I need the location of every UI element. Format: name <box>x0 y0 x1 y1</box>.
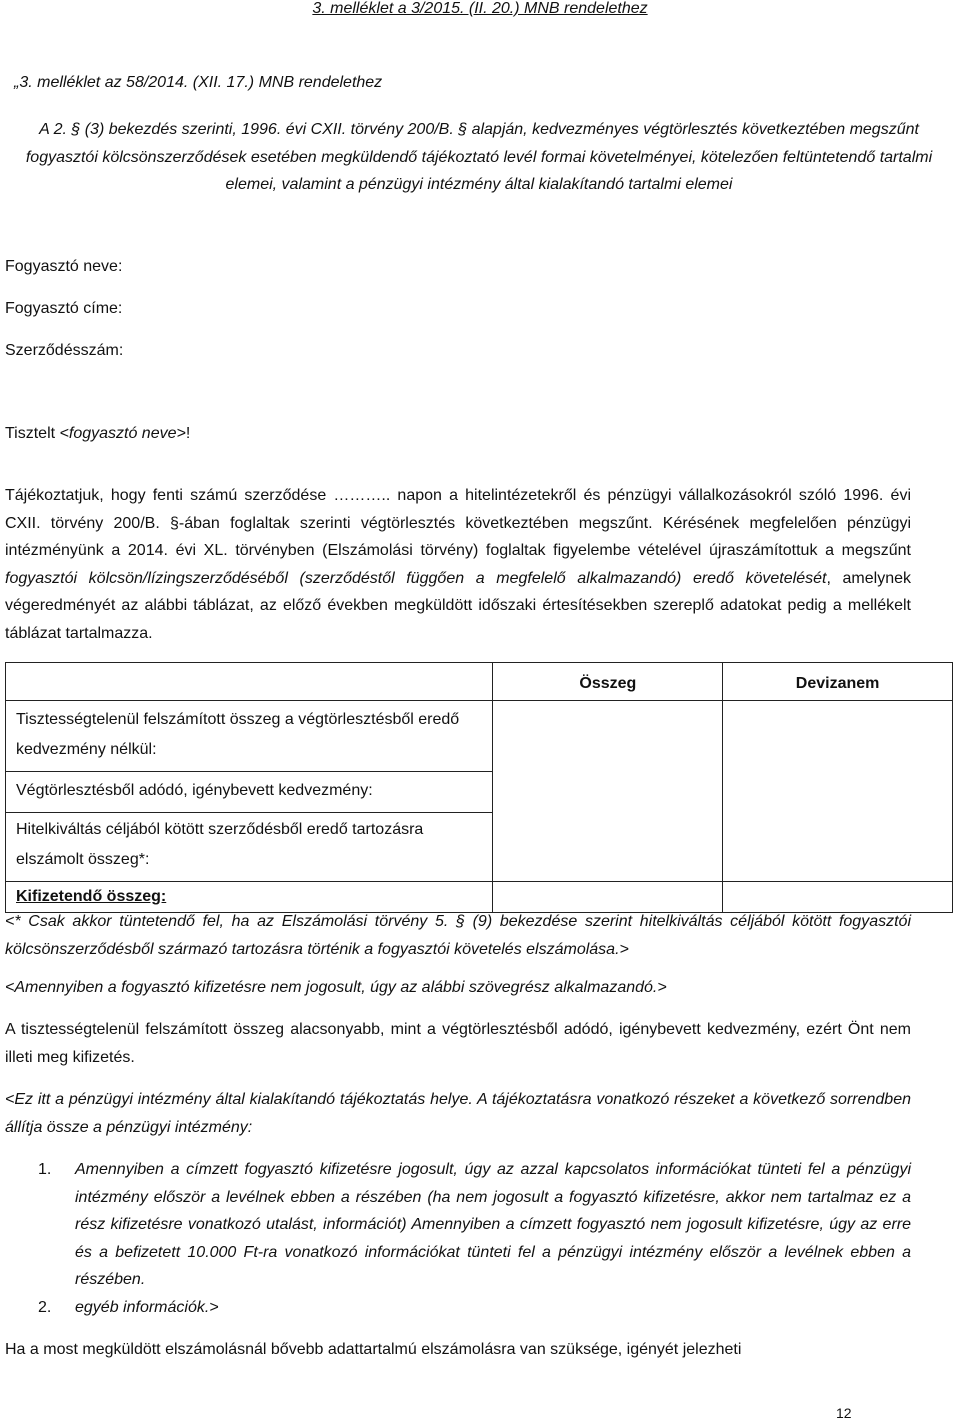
greeting-prefix: Tisztelt <box>5 425 60 442</box>
closing-paragraph: Ha a most megküldött elszámolásnál bővebb adattartalmú elszámolásra van szüksége, igényét jelezheti <box>5 1341 742 1358</box>
greeting <box>5 425 190 443</box>
info-list-item-1 <box>38 1156 911 1294</box>
table-cell <box>723 701 953 772</box>
annex-header: 3. melléklet a 3/2015. (II. 20.) MNB rendelethez <box>312 0 648 17</box>
greeting-suffix: ! <box>185 425 191 442</box>
table-cell <box>723 813 953 882</box>
greeting-placeholder: <fogyasztó neve> <box>59 425 186 442</box>
amount-column-header: Összeg <box>493 663 723 701</box>
table-row <box>6 772 953 813</box>
list-text: Amennyiben a címzett fogyasztó kifizetésre jogosult, úgy az azzal kapcsolatos információkat tünteti fel a pénzügyi intézmény először a levélnek ebben a részében (ha nem jogosult a fogyasztó kifizetésre, akkor nem tartalmaz ez a rész kifizetésre vonatkozó utalást, információt) Amennyiben a címzett fogyasztó nem jogosult kifizetésre, úgy az erre és a befizetett 10.000 Ft-ra vonatkozó információkat tünteti fel a pénzügyi intézmény először a levélnek ebben a részében. <box>75 1161 911 1288</box>
info-list-item-2 <box>38 1294 911 1322</box>
table-empty-header-cell <box>6 663 493 701</box>
intro-tail-text: , amelynek végeredményét az alábbi táblázat, az előző években megküldött időszaki értesítésekben szereplő adatokat pedig a mellékelt táblázat tartalmazza. <box>5 569 911 642</box>
list-text: egyéb információk.> <box>75 1299 219 1316</box>
unfair-amount-label: Tisztességtelenül felszámított összeg a végtörlesztésből eredő kedvezmény nélkül: <box>6 701 493 772</box>
settlement-table <box>5 662 953 913</box>
total-payable-text: Kifizetendő összeg: <box>16 888 167 905</box>
table-row <box>6 701 953 772</box>
list-number: 2. <box>38 1299 52 1316</box>
contract-number-field: Szerződésszám: <box>5 342 124 359</box>
intro-italic-text: fogyasztói kölcsön/lízingszerződéséből (szerződéstől függően a megfelelő alkalmazandó) eredő követelését <box>5 569 827 587</box>
table-header-row <box>6 663 953 701</box>
table-row <box>6 813 953 882</box>
table-cell <box>493 813 723 882</box>
currency-column-header: Devizanem <box>723 663 953 701</box>
consumer-name-field: Fogyasztó neve: <box>5 258 123 275</box>
list-number: 1. <box>38 1161 52 1178</box>
page-number: 12 <box>836 1405 852 1421</box>
annex-subheader: „3. melléklet az 58/2014. (XII. 17.) MNB rendelethez <box>14 74 383 91</box>
institution-note: <Ez itt a pénzügyi intézmény által kialakítandó tájékoztatás helye. A tájékoztatásra vonatkozó részeket a következő sorrendben állítja össze a pénzügyi intézmény: <box>5 1091 911 1136</box>
refinancing-amount-label: Hitelkiváltás céljából kötött szerződésből eredő tartozásra elszámolt összeg*: <box>6 813 493 882</box>
table-cell <box>493 772 723 813</box>
document-title: A 2. § (3) bekezdés szerinti, 1996. évi CXII. törvény 200/B. § alapján, kedvezményes végtörlesztés következtében megszűnt fogyasztói kölcsönszerződések esetében megküldendő tájékoztató levél formai követelményei, kötelezően feltüntetendő tartalmi elemei, valamint a pénzügyi intézmény által kialakítandó tartalmi elemei <box>25 121 933 193</box>
intro-paragraph <box>5 482 911 647</box>
table-cell <box>493 701 723 772</box>
intro-text: Tájékoztatjuk, hogy fenti számú szerződése ……….. napon a hitelintézetekről és pénzügyi vállalkozásokról szóló 1996. évi CXII. törvény 200/B. §-ában foglaltak szerinti végtörlesztés következtében megszűnt. Kérésének megfelelően pénzügyi intézményünk a 2014. évi XL. törvényben (Elszámolási törvény) foglaltak figyelembe vételével újraszámítottuk a megszűnt <box>5 487 911 559</box>
not-entitled-paragraph: A tisztességtelenül felszámított összeg alacsonyabb, mint a végtörlesztésből adódó, igénybevett kedvezmény, ezért Önt nem illeti meg kifizetés. <box>5 1021 911 1066</box>
table-cell <box>723 772 953 813</box>
discount-used-label: Végtörlesztésből adódó, igénybevett kedvezmény: <box>6 772 493 813</box>
footnote: <* Csak akkor tüntetendő fel, ha az Elszámolási törvény 5. § (9) bekezdése szerint hitelkiváltás céljából kötött fogyasztói kölcsönszerződésből származó tartozásra történik a fogyasztói követelés elszámolása.> <box>5 913 911 958</box>
consumer-address-field: Fogyasztó címe: <box>5 300 123 317</box>
conditional-note: <Amennyiben a fogyasztó kifizetésre nem jogosult, úgy az alábbi szövegrész alkalmazandó.> <box>5 979 667 996</box>
